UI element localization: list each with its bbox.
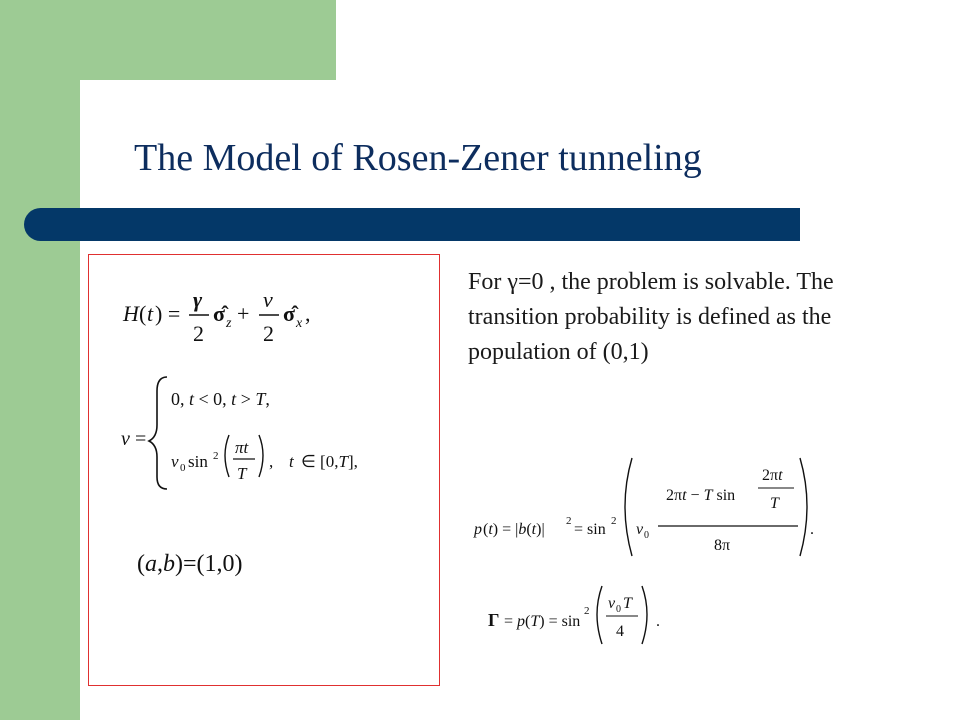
svg-text:πt: πt — [235, 438, 249, 457]
svg-text:(a,b)=(1,0): (a,b)=(1,0) — [137, 551, 243, 577]
svg-text:.: . — [810, 521, 814, 538]
svg-text:2: 2 — [213, 450, 219, 462]
svg-text:z: z — [226, 316, 232, 331]
svg-text:Γ: Γ — [488, 610, 500, 630]
svg-text:2: 2 — [611, 515, 617, 527]
initial-state-formula — [137, 551, 243, 577]
svg-text:2: 2 — [263, 321, 274, 346]
svg-text:) =: ) = — [155, 301, 181, 326]
svg-text:4: 4 — [616, 623, 624, 640]
svg-text:2πt: 2πt — [762, 467, 783, 484]
svg-text:+: + — [237, 301, 250, 326]
svg-text:2: 2 — [193, 321, 204, 346]
svg-text:v: v — [636, 521, 644, 538]
svg-text:T: T — [623, 595, 632, 612]
svg-text:v: v — [263, 287, 273, 312]
svg-text:σ̂: σ̂ — [213, 301, 225, 326]
svg-text:v: v — [171, 452, 179, 471]
svg-text:,: , — [269, 452, 274, 471]
svg-text:0: 0 — [644, 530, 649, 541]
svg-text:,: , — [305, 301, 311, 326]
svg-text:2: 2 — [584, 605, 590, 617]
svg-text:p: p — [474, 521, 482, 538]
transition-probability-formulas — [470, 450, 850, 660]
svg-text:2πt − T sin: 2πt − T sin — [666, 487, 736, 504]
svg-text:= p(T) = sin: = p(T) = sin — [504, 613, 581, 630]
svg-text:0: 0 — [616, 604, 621, 615]
svg-text:T: T — [770, 495, 779, 512]
explanation-text: For γ=0 , the problem is solvable. The transition probability is defined as the population of (0,1) — [468, 269, 834, 365]
formula-box — [88, 254, 440, 686]
svg-text:(: ( — [139, 301, 147, 326]
svg-text:σ̂: σ̂ — [283, 301, 295, 326]
svg-text:v: v — [608, 595, 616, 612]
gamma-formula — [488, 586, 660, 644]
svg-text:(t) = |b(t)|: (t) = |b(t)| — [483, 521, 545, 538]
svg-text:t: t — [147, 301, 154, 326]
svg-text:=: = — [135, 428, 147, 450]
svg-text:.: . — [656, 613, 660, 630]
v-piecewise-formula — [121, 377, 358, 489]
title-underline-bar — [24, 208, 800, 241]
p-of-t-formula — [473, 458, 814, 556]
svg-text:γ: γ — [193, 287, 203, 312]
slide-title: The Model of Rosen-Zener tunneling — [134, 137, 702, 179]
hamiltonian-formula — [122, 287, 311, 346]
svg-text:8π: 8π — [714, 537, 731, 554]
svg-text:0: 0 — [180, 462, 186, 474]
svg-text:v: v — [121, 428, 130, 450]
formula-box-svg — [89, 255, 441, 687]
svg-text:sin: sin — [188, 452, 208, 471]
svg-text:= sin: = sin — [574, 521, 606, 538]
svg-text:∈ [0,T],: ∈ [0,T], — [301, 452, 358, 471]
svg-text:x: x — [296, 316, 303, 331]
svg-text:H: H — [123, 301, 139, 326]
svg-text:2: 2 — [566, 515, 572, 527]
green-left-decoration — [0, 0, 80, 720]
svg-text:T: T — [237, 464, 247, 483]
svg-text:0, t < 0, t > T,: 0, t < 0, t > T, — [171, 389, 270, 409]
svg-text:t: t — [289, 452, 294, 471]
